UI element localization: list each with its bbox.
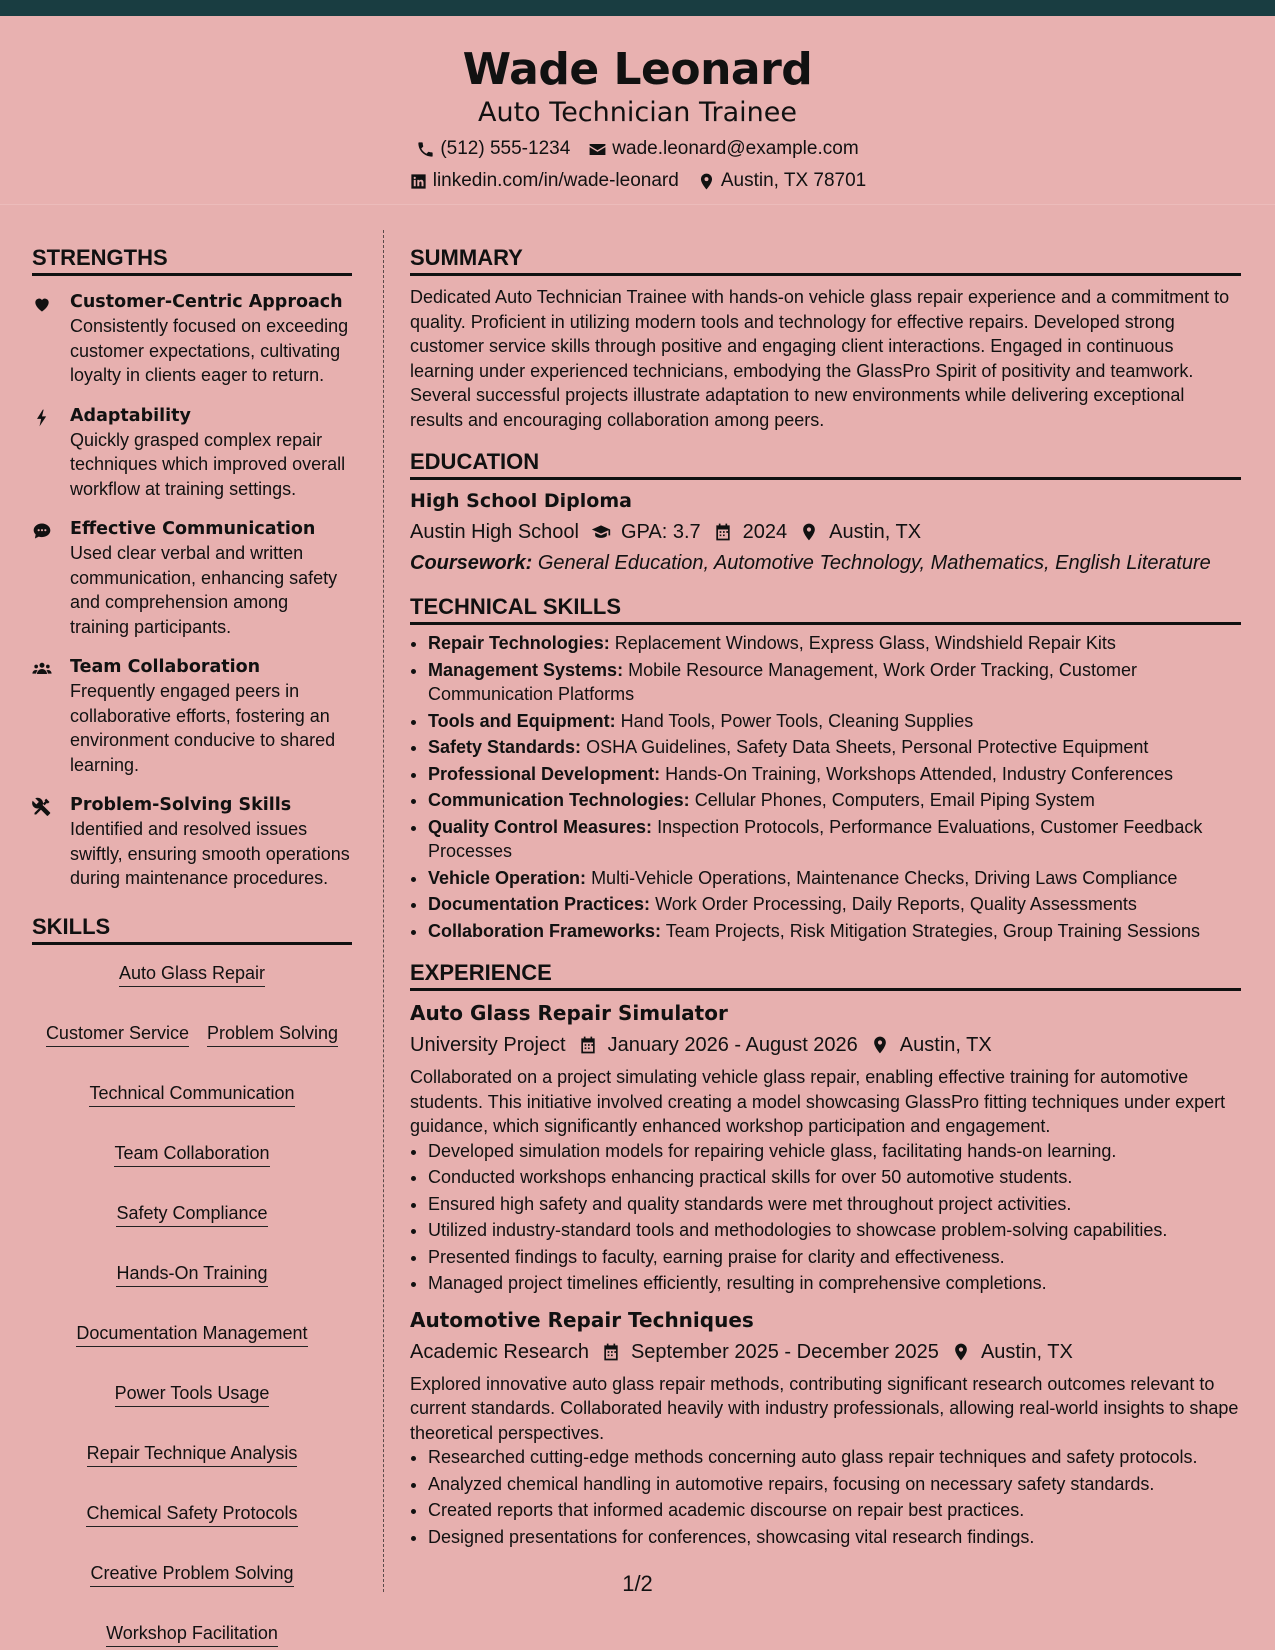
experience-dates: September 2025 - December 2025 [630, 1340, 939, 1363]
list-item: • Presented findings to faculty, earning praise for clarity and effectiveness. [428, 1245, 1241, 1270]
strength-name: Adaptability [70, 405, 191, 426]
list-item: • Researched cutting-edge methods concerning auto glass repair techniques and safety protocols. [428, 1445, 1241, 1470]
skill-tag: Auto Glass Repair [119, 961, 265, 987]
education-school: Austin High School [410, 521, 579, 543]
experience-org: Academic Research [410, 1340, 589, 1363]
experience-item [410, 1306, 1241, 1550]
skill-tag: Repair Technique Analysis [87, 1441, 298, 1467]
list-item: • Professional Development: Hands-On Training, Workshops Attended, Industry Conferences [428, 762, 1241, 787]
contact-row-2 [0, 169, 1275, 193]
skill-tag: Creative Problem Solving [90, 1561, 293, 1587]
phone-contact [416, 137, 570, 161]
skill-tag: Safety Compliance [116, 1201, 267, 1227]
experience-desc: Explored innovative auto glass repair methods, contributing significant research outcomes relevant to current standards. Collaborated heavily with industry professionals, allowing real-world insights to shape theoretical perspectives. [410, 1373, 1239, 1443]
skill-tag: Customer Service [46, 1021, 189, 1047]
experience-org: University Project [410, 1034, 566, 1056]
users-icon [32, 659, 52, 679]
skill-tag: Problem Solving [207, 1021, 338, 1047]
technical-skills-heading: TECHNICAL SKILLS [410, 593, 1241, 625]
list-item: • Created reports that informed academic discourse on repair best practices. [428, 1498, 1241, 1523]
list-item: • Repair Technologies: Replacement Windows, Express Glass, Windshield Repair Kits [428, 631, 1241, 656]
calendar-icon [601, 1342, 621, 1362]
strength-name: Customer-Centric Approach [70, 292, 343, 312]
envelope-icon [588, 140, 607, 159]
strength-name: Effective Communication [70, 519, 316, 539]
strength-item [32, 517, 352, 639]
left-column [32, 244, 352, 1647]
experience-title: Automotive Repair Techniques [410, 1307, 754, 1332]
experience-bullets [410, 1445, 1241, 1549]
list-item: • Analyzed chemical handling in automotive repairs, focusing on necessary safety standards. [428, 1472, 1241, 1497]
calendar-icon [578, 1035, 598, 1055]
chat-icon [32, 521, 52, 541]
strength-desc: Quickly grasped complex repair techniques which improved overall workflow at training settings. [70, 429, 346, 499]
experience-meta [410, 1338, 1241, 1366]
heart-icon [32, 294, 52, 314]
list-item: • Ensured high safety and quality standards were met throughout project activities. [428, 1192, 1241, 1217]
education-meta [410, 518, 1241, 546]
strength-item [32, 793, 352, 891]
resume-header [0, 16, 1275, 205]
summary-heading: SUMMARY [410, 244, 1241, 276]
list-item: • Collaboration Frameworks: Team Projects, Risk Mitigation Strategies, Group Training Sessions [428, 919, 1241, 944]
experience-heading: EXPERIENCE [410, 959, 1241, 991]
phone-text: (512) 555-1234 [440, 138, 571, 159]
phone-icon [416, 140, 435, 159]
skill-tag: Technical Communication [89, 1081, 294, 1107]
list-item: • Conducted workshops enhancing practical skills for over 50 automotive students. [428, 1165, 1241, 1190]
calendar-icon [713, 522, 733, 542]
technical-skills-list [410, 631, 1241, 943]
list-item: • Management Systems: Mobile Resource Management, Work Order Tracking, Customer Communication Platforms [428, 658, 1241, 707]
linkedin-icon [409, 172, 428, 191]
list-item: • Vehicle Operation: Multi-Vehicle Operations, Maintenance Checks, Driving Laws Compliance [428, 866, 1241, 891]
education-coursework [410, 549, 1241, 577]
list-item: • Quality Control Measures: Inspection Protocols, Performance Evaluations, Customer Feedback Processes [428, 815, 1241, 864]
coursework-text: General Education, Automotive Technology, Mathematics, English Literature [537, 552, 1211, 574]
bolt-icon [32, 408, 52, 428]
education-degree: High School Diploma [410, 490, 632, 512]
list-item: • Developed simulation models for repairing vehicle glass, facilitating hands-on learning. [428, 1139, 1241, 1164]
list-item: • Managed project timelines efficiently, resulting in comprehensive completions. [428, 1271, 1241, 1296]
email-contact[interactable] [588, 137, 858, 161]
page-number: 1/2 [622, 1571, 653, 1596]
column-divider [383, 230, 384, 1592]
education-location: Austin, TX [829, 521, 922, 543]
location-contact [697, 169, 866, 193]
skill-tag: Power Tools Usage [115, 1381, 270, 1407]
experience-location: Austin, TX [899, 1034, 992, 1056]
experience-title: Auto Glass Repair Simulator [410, 1001, 728, 1025]
strength-desc: Identified and resolved issues swiftly, ensuring smooth operations during maintenance procedures. [70, 819, 350, 888]
strength-item [32, 290, 352, 388]
strength-item [32, 404, 352, 502]
experience-meta [410, 1031, 1241, 1059]
skills-list [32, 961, 352, 1647]
strength-name: Problem-Solving Skills [70, 795, 292, 815]
experience-bullets [410, 1139, 1241, 1296]
strength-name: Team Collaboration [70, 657, 261, 677]
candidate-title: Auto Technician Trainee [478, 97, 797, 128]
skill-tag: Documentation Management [76, 1321, 307, 1347]
list-item: • Designed presentations for conferences, showcasing vital research findings. [428, 1525, 1241, 1550]
tools-icon [32, 797, 52, 817]
map-pin-icon [799, 522, 819, 542]
experience-desc: Collaborated on a project simulating vehicle glass repair, enabling effective training for automotive students. This initiative involved creating a model showcasing GlassPro fitting techniques under expert guidance, which significantly enhanced workshop participation and engagement. [410, 1067, 1226, 1136]
experience-dates: January 2026 - August 2026 [607, 1034, 858, 1056]
linkedin-text[interactable]: linkedin.com/in/wade-leonard [432, 170, 679, 191]
graduation-cap-icon [591, 522, 611, 542]
right-column [410, 244, 1241, 1551]
map-pin-icon [697, 172, 716, 191]
strength-desc: Used clear verbal and written communication, enhancing safety and comprehension among training participants. [70, 543, 338, 637]
map-pin-icon [870, 1035, 890, 1055]
list-item: • Documentation Practices: Work Order Processing, Daily Reports, Quality Assessments [428, 892, 1241, 917]
list-item: • Tools and Equipment: Hand Tools, Power Tools, Cleaning Supplies [428, 709, 1241, 734]
list-item: • Communication Technologies: Cellular Phones, Computers, Email Piping System [428, 788, 1241, 813]
skill-tag: Workshop Facilitation [106, 1621, 278, 1647]
candidate-name: Wade Leonard [462, 44, 813, 95]
map-pin-icon [951, 1342, 971, 1362]
location-text: Austin, TX 78701 [720, 170, 867, 191]
experience-item [410, 999, 1241, 1296]
linkedin-contact[interactable] [409, 169, 679, 193]
strength-item [32, 655, 352, 777]
contact-row-1 [0, 137, 1275, 161]
list-item: • Utilized industry-standard tools and methodologies to showcase problem-solving capabilities. [428, 1218, 1241, 1243]
skill-tag: Team Collaboration [114, 1141, 269, 1167]
top-accent-bar [0, 0, 1275, 16]
skills-heading: SKILLS [32, 913, 352, 945]
skill-tag: Hands-On Training [116, 1261, 267, 1287]
strength-desc: Frequently engaged peers in collaborative efforts, fostering an environment conducive to shared learning. [70, 681, 336, 775]
coursework-label: Coursework: [410, 552, 533, 574]
skill-tag: Chemical Safety Protocols [86, 1501, 297, 1527]
summary-text: Dedicated Auto Technician Trainee with hands-on vehicle glass repair experience and a commitment to quality. Proficient in utilizing modern tools and technology for effective repairs. Developed strong customer service skills through positive and engaging client interactions. Engaged in continuous learning under experienced technicians, embodying the GlassPro Spirit of positivity and teamwork. Several successful projects illustrate adaptation to new environments while delivering exceptional results and encouraging collaboration among peers. [410, 287, 1230, 430]
email-text[interactable]: wade.leonard@example.com [612, 138, 859, 159]
experience-location: Austin, TX [980, 1340, 1073, 1363]
list-item: • Safety Standards: OSHA Guidelines, Safety Data Sheets, Personal Protective Equipment [428, 735, 1241, 760]
education-year: 2024 [742, 521, 788, 543]
strengths-heading: STRENGTHS [32, 244, 352, 276]
education-gpa: GPA: 3.7 [620, 521, 701, 543]
education-heading: EDUCATION [410, 448, 1241, 480]
strength-desc: Consistently focused on exceeding customer expectations, cultivating loyalty in clients eager to return. [70, 316, 349, 385]
